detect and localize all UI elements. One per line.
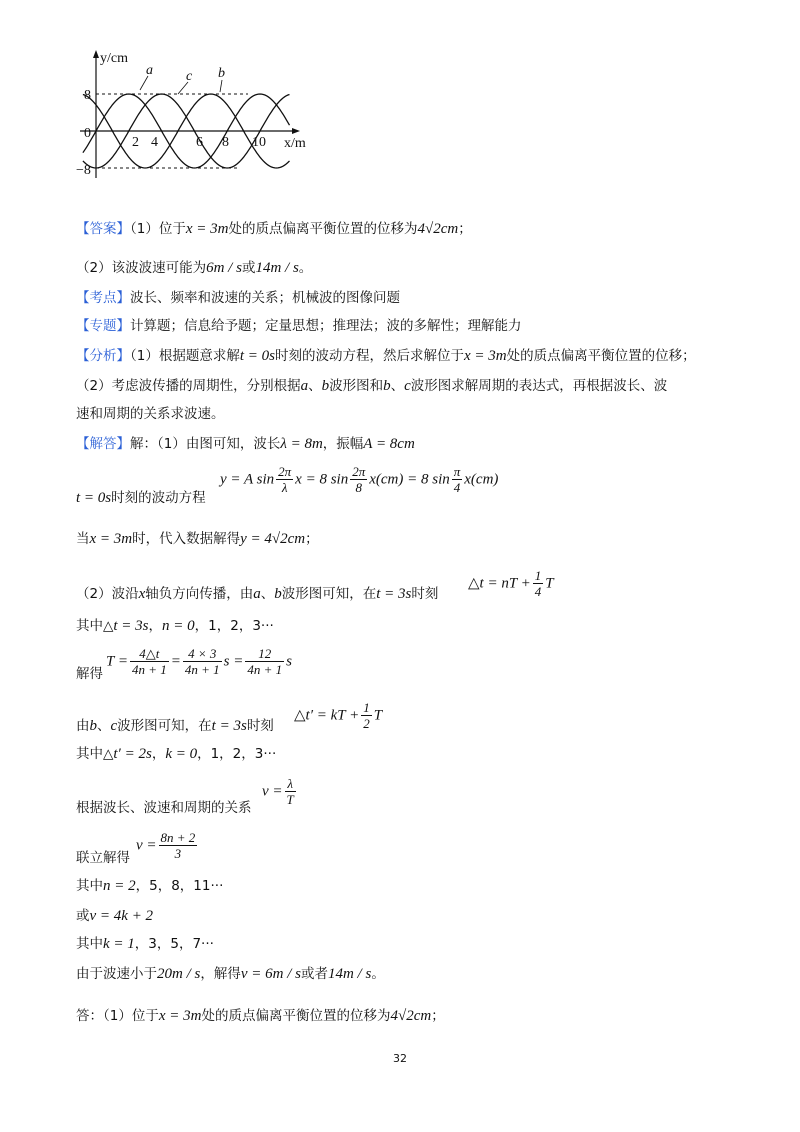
label-a-leader xyxy=(140,76,148,90)
jieda-line-11: 其中n = 2，5，8，11··· xyxy=(76,878,224,894)
jieda-line-5: 其中△t = 3s，n = 0，1，2，3··· xyxy=(76,618,274,634)
wave-graph xyxy=(70,48,310,188)
x-axis-label: x/m xyxy=(284,136,306,151)
period-equation: T = $\frac{4\triangle t}{4n + 1}$ = $\frac{4 \times 3}{4n + 1}$ s = $\frac{12}{4n + 1}$ s xyxy=(106,646,292,677)
answer-line-1: 【答案】（1）位于x = 3m处的质点偏离平衡位置的位移为4√2cm； xyxy=(76,221,472,237)
page-number: 32 xyxy=(393,1052,407,1065)
jieda-line-4: （2）波沿x轴负方向传播，由a、b波形图可知，在t = 3s时刻 xyxy=(76,586,439,602)
answer-line-2: （2）该波波速可能为6m / s或14m / s。 xyxy=(76,260,313,276)
x-tick-8: 8 xyxy=(222,135,229,150)
jieda-line-2: t = 0s时刻的波动方程 xyxy=(76,490,206,506)
y-top-label: 8 xyxy=(84,88,91,103)
jieda-line-14: 由于波速小于20m / s，解得v = 6m / s或者14m / s。 xyxy=(76,966,385,982)
jieda-line-3: 当x = 3m时，代入数据解得y = 4√2cm； xyxy=(76,531,319,547)
jieda-line-12: 或v = 4k + 2 xyxy=(76,908,154,924)
label-b-leader xyxy=(220,80,222,92)
dt-equation: △t = nT + $\frac{1}{4}$ T xyxy=(468,568,554,599)
jieda-line-6-label: 解得 xyxy=(76,666,103,682)
zhuanti-line: 【专题】计算题；信息给予题；定量思想；推理法；波的多解性；理解能力 xyxy=(76,318,522,334)
x-tick-10: 10 xyxy=(252,135,266,150)
final-answer-line: 答：（1）位于x = 3m处的质点偏离平衡位置的位移为4√2cm； xyxy=(76,1008,445,1024)
y-axis-label: y/cm xyxy=(100,51,128,66)
x-tick-2: 2 xyxy=(132,135,139,150)
curve-label-b: b xyxy=(218,66,225,81)
answer-tag: 【答案】 xyxy=(76,221,130,237)
velocity-solution: v = $\frac{8n + 2}{3}$ xyxy=(136,830,196,861)
y-bottom-label: −8 xyxy=(76,163,91,178)
fenxi-line-1: 【分析】（1）根据题意求解t = 0s时刻的波动方程，然后求解位于x = 3m处的质点偏离平衡位置的位移； xyxy=(76,348,696,364)
jieda-line-7: 由b、c波形图可知，在t = 3s时刻 xyxy=(76,718,274,734)
x-tick-6: 6 xyxy=(196,135,203,150)
curve-label-a: a xyxy=(146,63,153,78)
jieda-line-9: 根据波长、波速和周期的关系 xyxy=(76,800,252,816)
velocity-relation: v = $\frac{\lambda}{T}$ xyxy=(262,776,294,807)
wave-equation: y = A sin $\frac{2\pi}{\lambda}$ x = 8 sin $\frac{2\pi}{8}$ x(cm) = 8 sin $\frac{\pi}{4}$ x(cm) xyxy=(220,464,499,495)
jieda-line-13: 其中k = 1，3，5，7··· xyxy=(76,936,214,952)
origin-label: 0 xyxy=(84,126,91,141)
kaodian-line: 【考点】波长、频率和波速的关系；机械波的图像问题 xyxy=(76,290,400,306)
jieda-line-1: 【解答】解：（1）由图可知，波长λ = 8m，振幅A = 8cm xyxy=(76,436,415,452)
jieda-line-8: 其中△t′ = 2s，k = 0，1，2，3··· xyxy=(76,746,277,762)
x-tick-4: 4 xyxy=(151,135,158,150)
jieda-line-10: 联立解得 xyxy=(76,850,130,866)
curve-label-c: c xyxy=(186,69,193,84)
fenxi-line-3: 速和周期的关系求波速。 xyxy=(76,406,225,422)
fenxi-line-2: （2）考虑波传播的周期性，分别根据a、b波形图和b、c波形图求解周期的表达式，再根据波长、波 xyxy=(76,378,668,394)
x-axis-arrow xyxy=(292,128,300,134)
y-axis-arrow xyxy=(93,50,99,58)
dt-prime-equation: △t′ = kT + $\frac{1}{2}$ T xyxy=(294,700,383,731)
